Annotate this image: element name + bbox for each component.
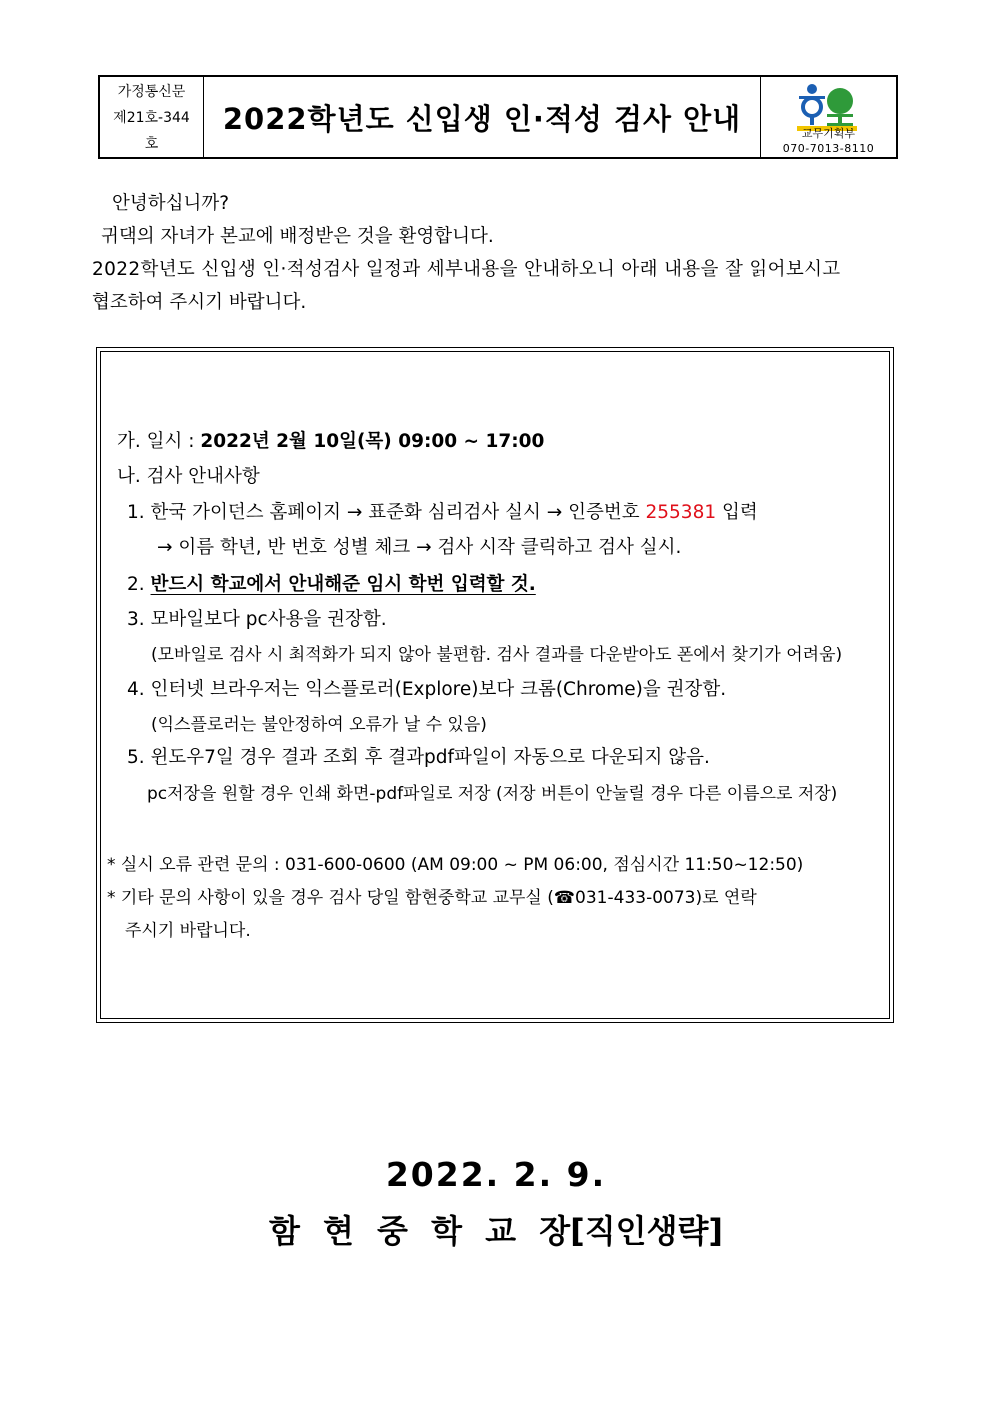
guide-item-5: 5. 윈도우7일 경우 결과 조회 후 결과pdf파일이 자동으로 다운되지 않음.	[127, 747, 710, 768]
auth-code: 255381	[645, 502, 717, 523]
document-number-cell	[100, 77, 204, 157]
department-name: 교무기획부	[801, 127, 856, 140]
doc-type-line1: 가정통신문	[117, 84, 186, 100]
document-title: 2022학년도 신입생 인·적성 검사 안내	[222, 101, 742, 136]
guide-item-1	[127, 501, 758, 525]
doc-type-line2: 제21호-344	[113, 110, 190, 126]
guide-item-4: 4. 인터넷 브라우저는 익스플로러(Explore)보다 크롬(Chrome)을 권장함.	[127, 679, 727, 700]
guide-item-5-note: pc저장을 원할 경우 인쇄 화면-pdf파일로 저장 (저장 버튼이 안눌릴 경우 다른 이름으로 저장)	[147, 784, 838, 804]
greeting-paragraph	[92, 187, 900, 319]
item1-text-b: 입력	[716, 502, 758, 523]
greeting-line-2: 귀댁의 자녀가 본교에 배정받은 것을 환영합니다.	[101, 226, 494, 247]
schedule-line	[117, 430, 544, 454]
guide-heading: 나. 검사 안내사항	[117, 466, 260, 487]
school-emblem-icon	[797, 81, 857, 133]
notice-detail-box	[96, 347, 894, 1023]
greeting-line-4: 협조하여 주시기 바랍니다.	[92, 292, 307, 313]
guide-item-3: 3. 모바일보다 pc사용을 권장함.	[127, 609, 387, 630]
item2-number: 2.	[127, 574, 151, 595]
department-phone: 070-7013-8110	[782, 142, 875, 155]
greeting-line-3: 2022학년도 신입생 인·적성검사 일정과 세부내용을 안내하오니 아래 내용을 잘 읽어보시고	[92, 259, 841, 280]
item2-emphasis: 반드시 학교에서 안내해준 임시 학번 입력할 것.	[150, 574, 536, 595]
guide-item-4-note: (익스플로러는 불안정하여 오류가 날 수 있음)	[151, 715, 487, 735]
principal-signature: 함 현 중 학 교 장[직인생략]	[268, 1212, 724, 1250]
notice-header	[98, 75, 898, 159]
guide-item-3-note: (모바일로 검사 시 최적화가 되지 않아 불편함. 검사 결과를 다운받아도 폰에서 찾기가 어려움)	[151, 645, 843, 665]
contact-line-1: * 실시 오류 관련 문의 : 031-600-0600 (AM 09:00 ~ PM 06:00, 점심시간 11:50~12:50)	[107, 855, 804, 875]
contact-line-2: * 기타 문의 사항이 있을 경우 검사 당일 함현중학교 교무실 (☎031-433-0073)로 연락	[107, 888, 757, 908]
schedule-value: 2022년 2월 10일(목) 09:00 ~ 17:00	[200, 431, 545, 452]
contact-line-2-continued: 주시기 바랍니다.	[125, 921, 251, 941]
greeting-line-1: 안녕하십니까?	[112, 193, 230, 214]
doc-type-line3: 호	[144, 136, 159, 152]
issue-date: 2022. 2. 9.	[385, 1155, 607, 1194]
guide-item-2	[127, 573, 536, 597]
department-cell	[760, 77, 896, 157]
guide-item-1-continued: → 이름 학년, 반 번호 성별 체크 → 검사 시작 클릭하고 검사 실시.	[157, 537, 682, 558]
schedule-label: 가. 일시 :	[117, 431, 201, 452]
item1-text-a: 1. 한국 가이던스 홈페이지 → 표준화 심리검사 실시 → 인증번호	[127, 502, 646, 523]
